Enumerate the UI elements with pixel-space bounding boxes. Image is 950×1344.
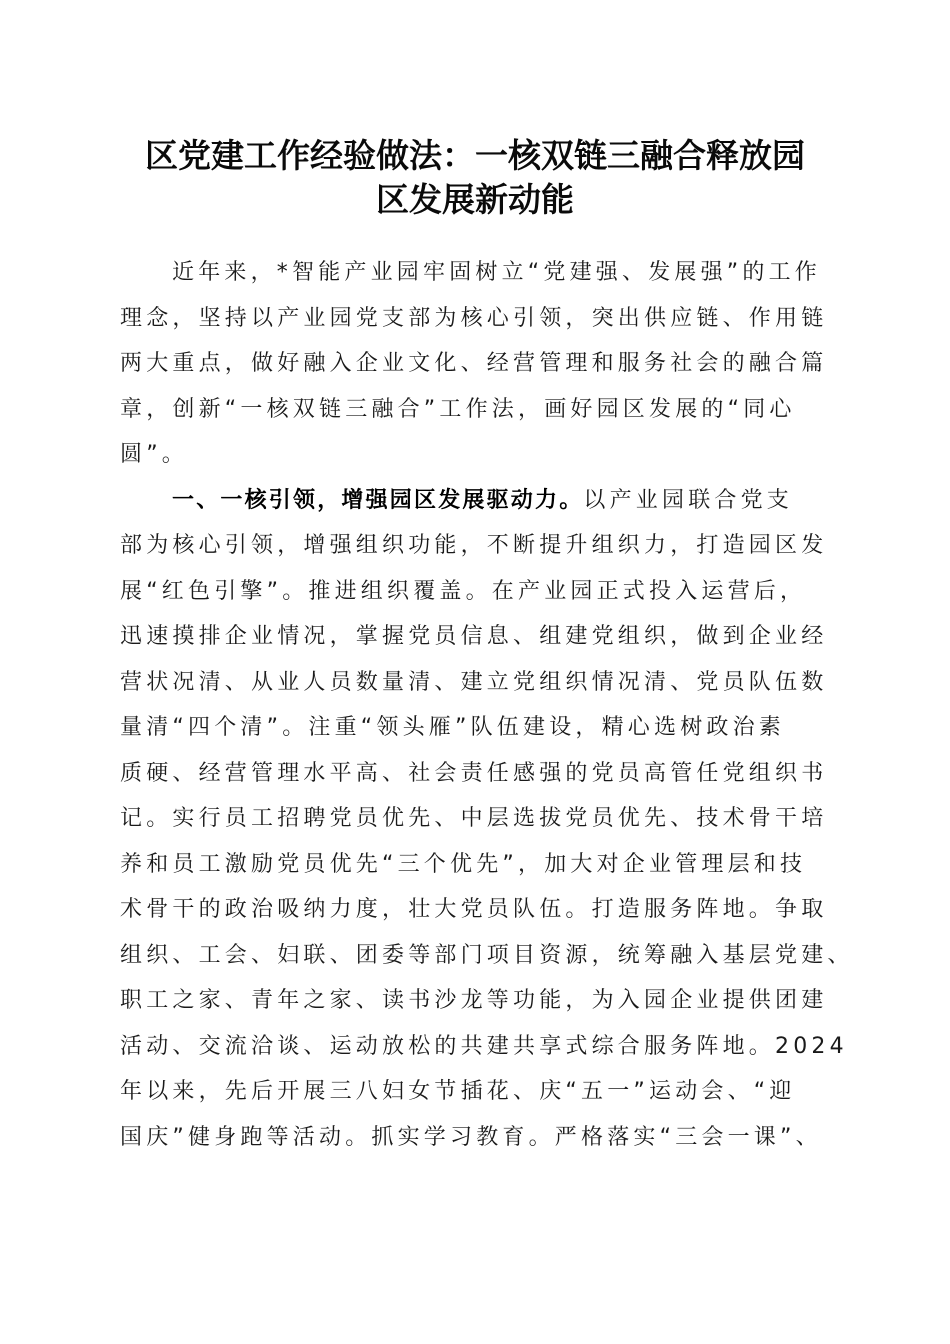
paragraph-2-line-5: 营状况清、从业人员数量清、建立党组织情况清、党员队伍数 bbox=[120, 669, 828, 695]
paragraph-2-line-9: 养和员工激励党员优先“三个优先”，加大对企业管理层和技 bbox=[120, 851, 807, 877]
document-title bbox=[0, 134, 950, 222]
paragraph-2-line-13: 活动、交流洽谈、运动放松的共建共享式综合服务阵地。2024 bbox=[120, 1033, 848, 1059]
paragraph-2-line-1 bbox=[120, 478, 840, 524]
paragraph-2-line-11: 组织、工会、妇联、团委等部门项目资源，统筹融入基层党建、 bbox=[120, 942, 854, 968]
paragraph-2-line-3: 展“红色引擎”。推进组织覆盖。在产业园正式投入运营后， bbox=[120, 578, 807, 604]
paragraph-2-line-4: 迅速摸排企业情况，掌握党员信息、组建党组织，做到企业经 bbox=[120, 624, 828, 649]
paragraph-1-line-1: 近年来，*智能产业园牢固树立“党建强、发展强”的工作 bbox=[172, 260, 821, 285]
paragraph-1-line-4: 章，创新“一核双链三融合”工作法，画好园区发展的“同心 bbox=[120, 396, 796, 422]
title-line-1: 区党建工作经验做法：一核双链三融合释放园 bbox=[145, 136, 805, 175]
paragraph-2-line-15: 国庆”健身跑等活动。抓实学习教育。严格落实“三会一课”、 bbox=[120, 1124, 822, 1150]
paragraph-1-line-5: 圆”。 bbox=[120, 442, 188, 467]
paragraph-2-line-10: 术骨干的政治吸纳力度，壮大党员队伍。打造服务阵地。争取 bbox=[120, 897, 828, 922]
document-body bbox=[120, 250, 854, 1160]
paragraph-2-line-8: 记。实行员工招聘党员优先、中层选拔党员优先、技术骨干培 bbox=[120, 806, 828, 831]
paragraph-2-line-1-rest: 以产业园联合党支 bbox=[583, 487, 794, 513]
paragraph-1-line-3: 两大重点，做好融入企业文化、经营管理和服务社会的融合篇 bbox=[120, 351, 828, 376]
paragraph-1-line-2: 理念，坚持以产业园党支部为核心引领，突出供应链、作用链 bbox=[120, 305, 828, 331]
paragraph-2-line-6: 量清“四个清”。注重“领头雁”队伍建设，精心选树政治素 bbox=[120, 715, 785, 740]
title-line-2: 区发展新动能 bbox=[376, 180, 574, 219]
section-heading-1: 一、一核引领，增强园区发展驱动力。 bbox=[172, 487, 584, 513]
paragraph-2-line-7: 质硬、经营管理水平高、社会责任感强的党员高管任党组织书 bbox=[120, 760, 828, 786]
paragraph-2-line-14: 年以来，先后开展三八妇女节插花、庆“五一”运动会、“迎 bbox=[120, 1079, 796, 1104]
paragraph-2-line-12: 职工之家、青年之家、读书沙龙等功能，为入园企业提供团建 bbox=[120, 988, 828, 1013]
paragraph-2-line-2: 部为核心引领，增强组织功能，不断提升组织力，打造园区发 bbox=[120, 533, 828, 558]
